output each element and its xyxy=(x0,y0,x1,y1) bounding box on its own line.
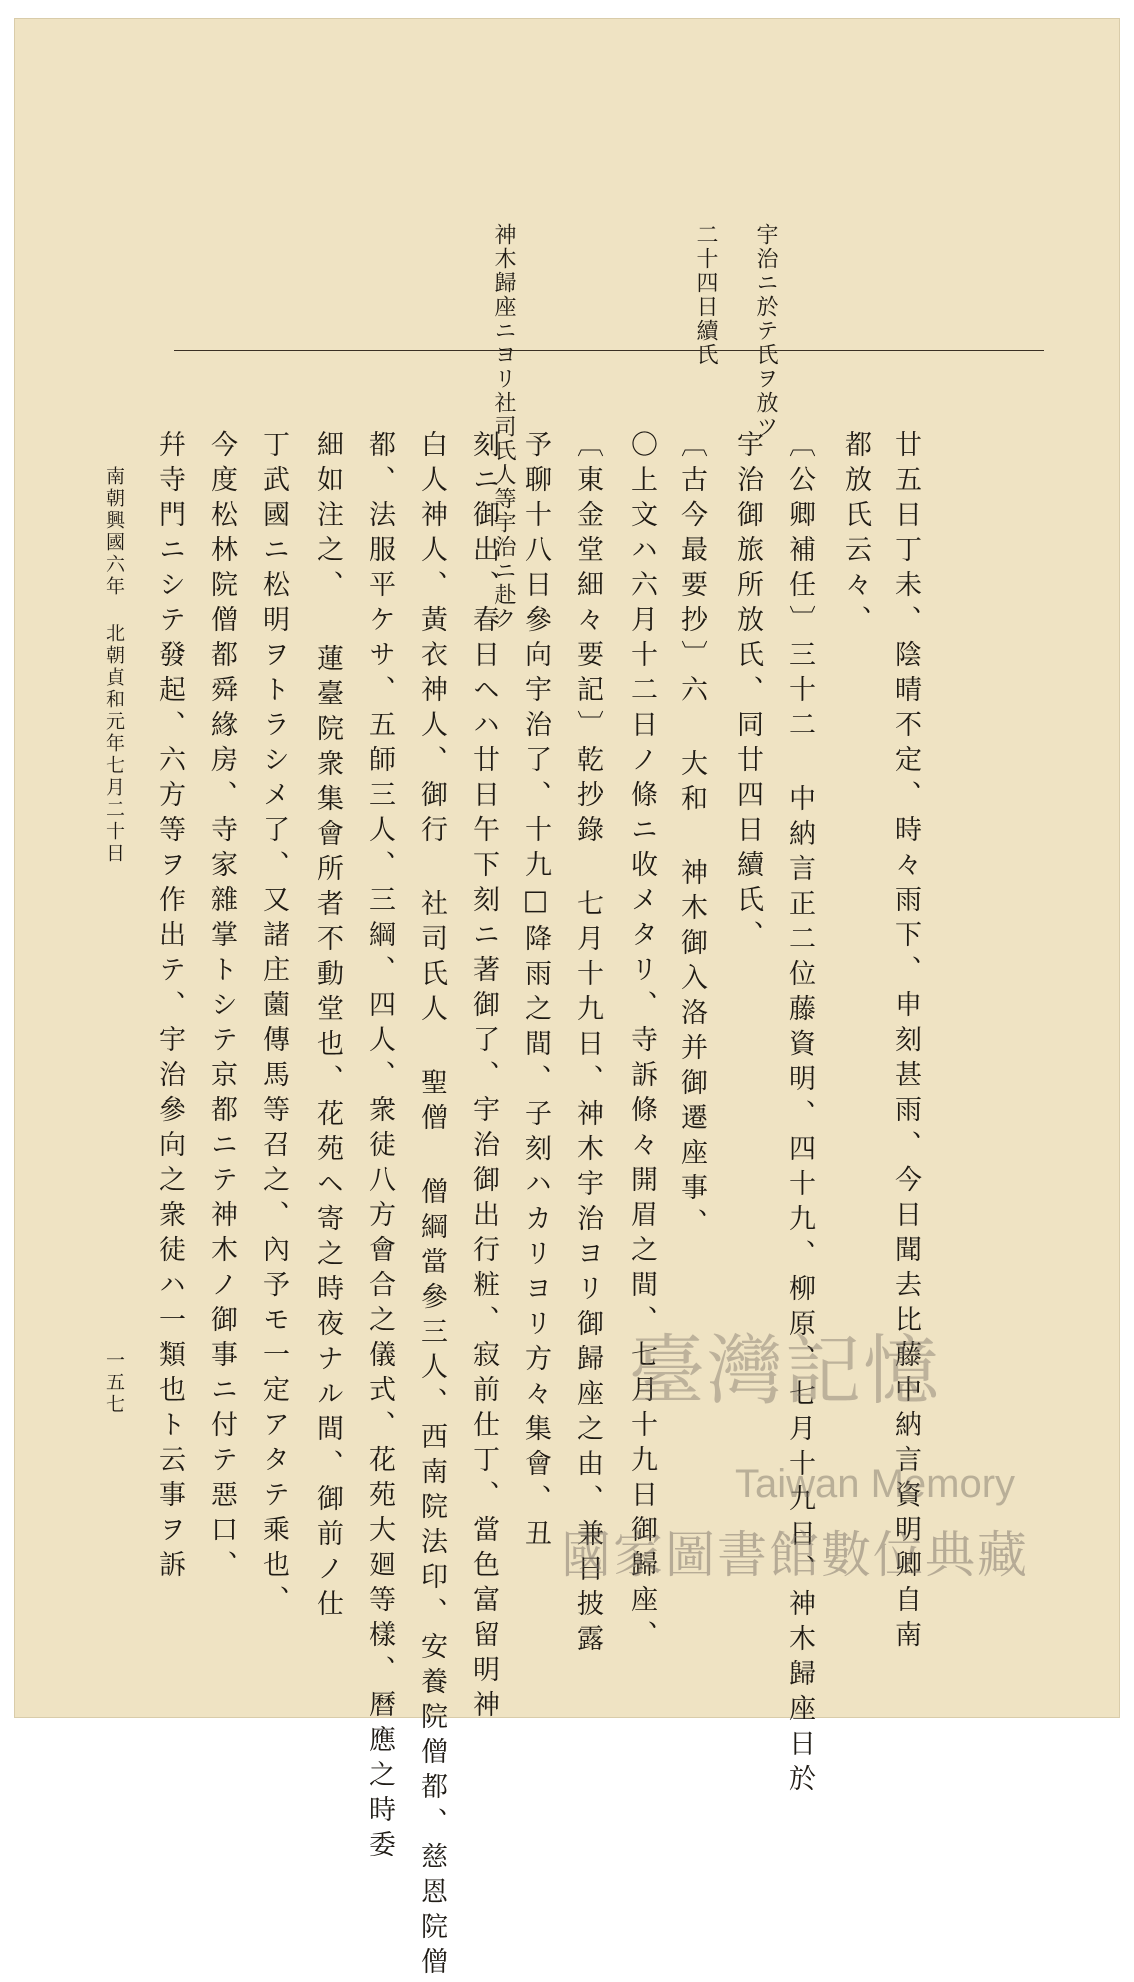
margin-note-text: 二十四日續氏 xyxy=(693,223,718,367)
watermark-seal: 臺灣記憶 xyxy=(629,1326,941,1415)
text-column: 都、法服平ケサ、五師三人、三綱、四人、衆徒八方會合之儀式、花苑大廻等樣、曆應之時委 xyxy=(364,430,395,1865)
text-column: 丁武國ニ松明ヲトラシメ了、又諸庄薗傳馬等召之、內予モ一定アタテ乘也、 xyxy=(258,430,289,1620)
separator-rule xyxy=(174,350,1044,351)
text-column: 宇治御旅所放氏、同廿四日續氏、 xyxy=(732,430,763,955)
text-column: 今度松林院僧都舜緣房、寺家雜掌トシテ京都ニテ神木ノ御事ニ付テ惡口、 xyxy=(206,430,237,1585)
text-column: 細如注之、 蓮臺院衆集會所者不動堂也、花苑ヘ寄之時夜ナル間、御前ノ仕 xyxy=(312,430,343,1624)
text-column: 幷寺門ニシテ發起、六方等ヲ作出テ、宇治參向之衆徒ハ一類也ト云事ヲ訴 xyxy=(154,430,185,1585)
text-column: 白人神人、黃衣神人、御行 社司氏人 聖僧 僧綱當參三人、西南院法印、安養院僧都、慈恩院僧 xyxy=(416,430,447,1982)
text-column: 〇上文ハ六月十二日ノ條ニ收メタリ、寺訴條々開眉之間、七月十九日御歸座、 xyxy=(626,430,657,1655)
text-column: 〔東金堂細々要記〕乾抄錄 七月十九日、神木宇治ヨリ御歸座之由、兼日披露 xyxy=(572,430,603,1659)
watermark-english: Taiwan Memory xyxy=(734,1462,1016,1506)
margin-note-text: 神木歸座ニヨリ社司氏人等宇治ニ赴ク xyxy=(491,223,516,631)
text-column: 〔公卿補任〕三十二 中納言正二位藤資明、四十九、柳原、七月十九日、神木歸座日於 xyxy=(784,430,815,1799)
text-column: 廿五日丁未、陰晴不定、時々雨下、申刻甚雨、今日聞去比藤中納言資明卿自南 xyxy=(890,430,921,1655)
margin-note xyxy=(693,223,718,367)
text-column: 予聊十八日參向宇治了、十九□降雨之間、子刻ハカリヨリ方々集會、丑 xyxy=(520,430,551,1554)
page-number: 一五七 xyxy=(103,1350,125,1416)
margin-note xyxy=(753,223,778,439)
text-column: 都放氏云々、 xyxy=(840,430,871,640)
margin-note xyxy=(491,223,516,631)
text-column: 〔古今最要抄〕六 大和 神木御入洛并御遷座事、 xyxy=(676,430,707,1243)
text-column: 刻ニ御出、春日ヘハ廿日午下刻ニ著御了、宇治御出行粧、寂前仕丁、當色富留明神 xyxy=(468,430,499,1725)
watermark-organization: 國家圖書館數位典藏 xyxy=(561,1526,1029,1584)
running-header: 南朝興國六年 北朝貞和元年七月二十日 xyxy=(103,466,125,865)
margin-note-text: 宇治ニ於テ氏ヲ放ツ xyxy=(753,223,778,439)
